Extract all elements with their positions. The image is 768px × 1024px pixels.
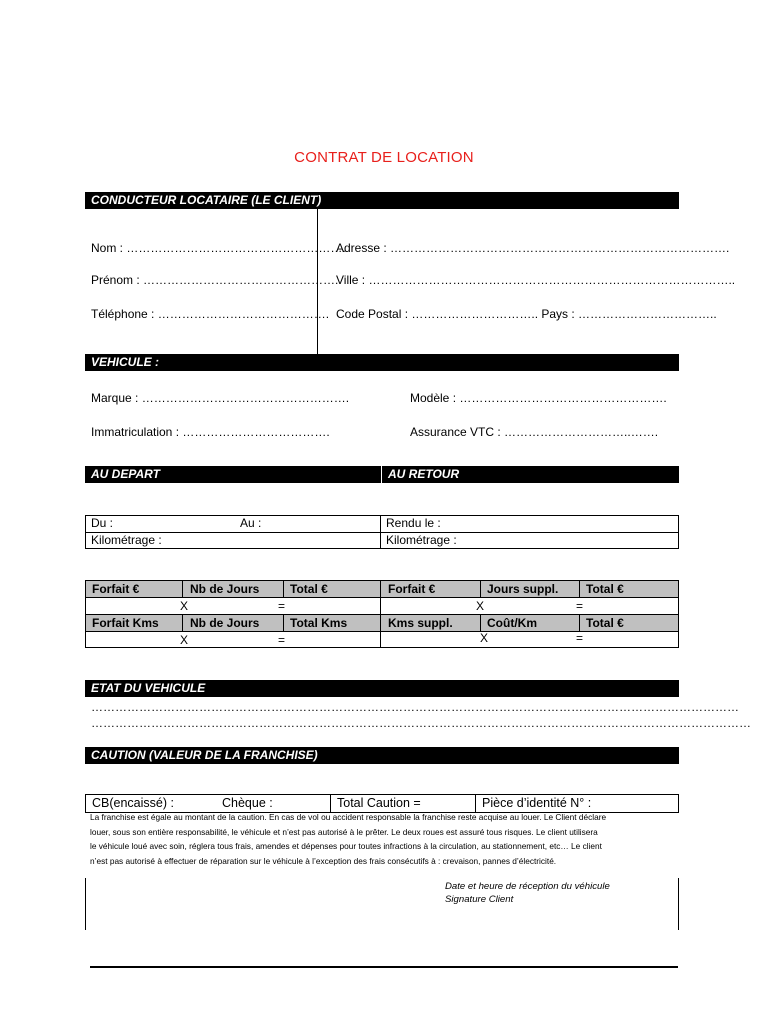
signature-box-left bbox=[85, 878, 86, 930]
footer-rule bbox=[90, 966, 678, 968]
signature-client-label: Signature Client bbox=[445, 894, 514, 905]
assurance-vtc-field[interactable]: Assurance VTC : …………………………..……. bbox=[410, 425, 659, 439]
etat-line-1[interactable]: ……………………………………………………………………………………………………………………………………………… bbox=[91, 700, 739, 714]
signature-label bbox=[445, 880, 610, 906]
ville-field[interactable]: Ville : ……………………………………………………………………………….. bbox=[336, 273, 736, 287]
total-kms-header: Total Kms bbox=[284, 615, 347, 631]
equals-sign: = bbox=[278, 633, 286, 647]
terms-line: n’est pas autorisé à effectuer de réparation sur le véhicule à l’exception des frais consécutifs à : crevaison, pannes d’électricité. bbox=[90, 855, 557, 866]
section-header-conducteur: CONDUCTEUR LOCATAIRE (LE CLIENT) bbox=[85, 192, 679, 209]
signature-box-right bbox=[678, 878, 679, 930]
kms-suppl-header: Kms suppl. bbox=[382, 615, 453, 631]
marque-field[interactable]: Marque : ……………………………………………. bbox=[91, 391, 350, 405]
nb-jours-header: Nb de Jours bbox=[184, 581, 259, 597]
table-divider bbox=[380, 580, 381, 648]
table-divider bbox=[182, 614, 183, 631]
kilometrage-depart-field[interactable]: Kilométrage : bbox=[91, 533, 162, 547]
total-caution-field[interactable]: Total Caution = bbox=[337, 796, 421, 810]
equals-sign: = bbox=[576, 599, 584, 613]
equals-sign: = bbox=[576, 631, 584, 645]
rendu-le-field[interactable]: Rendu le : bbox=[386, 516, 441, 530]
cheque-field[interactable]: Chèque : bbox=[222, 796, 273, 810]
total-header: Total € bbox=[580, 615, 624, 631]
table-divider bbox=[182, 580, 183, 597]
equals-sign: = bbox=[278, 599, 286, 613]
adresse-field[interactable]: Adresse : …………………………………………………………………………. bbox=[336, 241, 730, 255]
code-postal-pays-field[interactable]: Code Postal : ………………………….. Pays : …………………………….. bbox=[336, 307, 717, 321]
section-header-retour: AU RETOUR bbox=[382, 466, 679, 483]
cb-field[interactable]: CB(encaissé) : bbox=[92, 796, 174, 810]
telephone-field[interactable]: Téléphone : ……………………………………. bbox=[91, 307, 330, 321]
section-header-caution: CAUTION (VALEUR DE LA FRANCHISE) bbox=[85, 747, 679, 764]
franchise-terms bbox=[90, 810, 680, 868]
multiply-sign: X bbox=[180, 633, 189, 647]
au-field[interactable]: Au : bbox=[240, 516, 262, 530]
reception-date-label: Date et heure de réception du véhicule bbox=[445, 881, 610, 892]
terms-line: le véhicule loué avec soin, réglera tous frais, amendes et dépenses pour toutes infractions à la circulation, au stationnement, etc… Le client bbox=[90, 841, 602, 851]
total-header: Total € bbox=[580, 581, 624, 597]
forfait-header: Forfait € bbox=[86, 581, 139, 597]
multiply-sign: X bbox=[180, 599, 189, 613]
etat-line-2[interactable]: ………………………………………………………………………………………………………………………………………………… bbox=[91, 716, 751, 730]
piece-identite-field[interactable]: Pièce d’identité N° : bbox=[482, 796, 592, 810]
section-header-depart: AU DEPART bbox=[85, 466, 381, 483]
du-field[interactable]: Du : bbox=[91, 516, 114, 530]
cout-km-header: Coût/Km bbox=[481, 615, 537, 631]
forfait-kms-header: Forfait Kms bbox=[86, 615, 159, 631]
total-header: Total € bbox=[284, 581, 328, 597]
multiply-sign: X bbox=[476, 599, 485, 613]
prenom-field[interactable]: Prénom : …………………………………………. bbox=[91, 273, 339, 287]
section-header-etat: ETAT DU VEHICULE bbox=[85, 680, 679, 697]
section-header-vehicule: VEHICULE : bbox=[85, 354, 679, 371]
forfait-header: Forfait € bbox=[382, 581, 435, 597]
kilometrage-retour-field[interactable]: Kilométrage : bbox=[386, 533, 457, 547]
terms-line: louer, sous son entière responsabilité, le véhicule et n’est pas autorisé à le prêter. Le deux roues est assuré tous risques. Le client utilisera bbox=[90, 826, 598, 837]
terms-line: La franchise est égale au montant de la caution. En cas de vol ou accident responsable la franchise reste acquise au louer. Le Client déclare bbox=[90, 812, 607, 822]
modele-field[interactable]: Modèle : ……………………………………………. bbox=[410, 391, 667, 405]
nom-field[interactable]: Nom : ………………………………………………. bbox=[91, 241, 346, 255]
nb-jours-header: Nb de Jours bbox=[184, 615, 259, 631]
jours-suppl-header: Jours suppl. bbox=[481, 581, 558, 597]
page-title: CONTRAT DE LOCATION bbox=[294, 149, 474, 166]
multiply-sign: X bbox=[480, 631, 489, 645]
immatriculation-field[interactable]: Immatriculation : ………………………………. bbox=[91, 425, 330, 439]
